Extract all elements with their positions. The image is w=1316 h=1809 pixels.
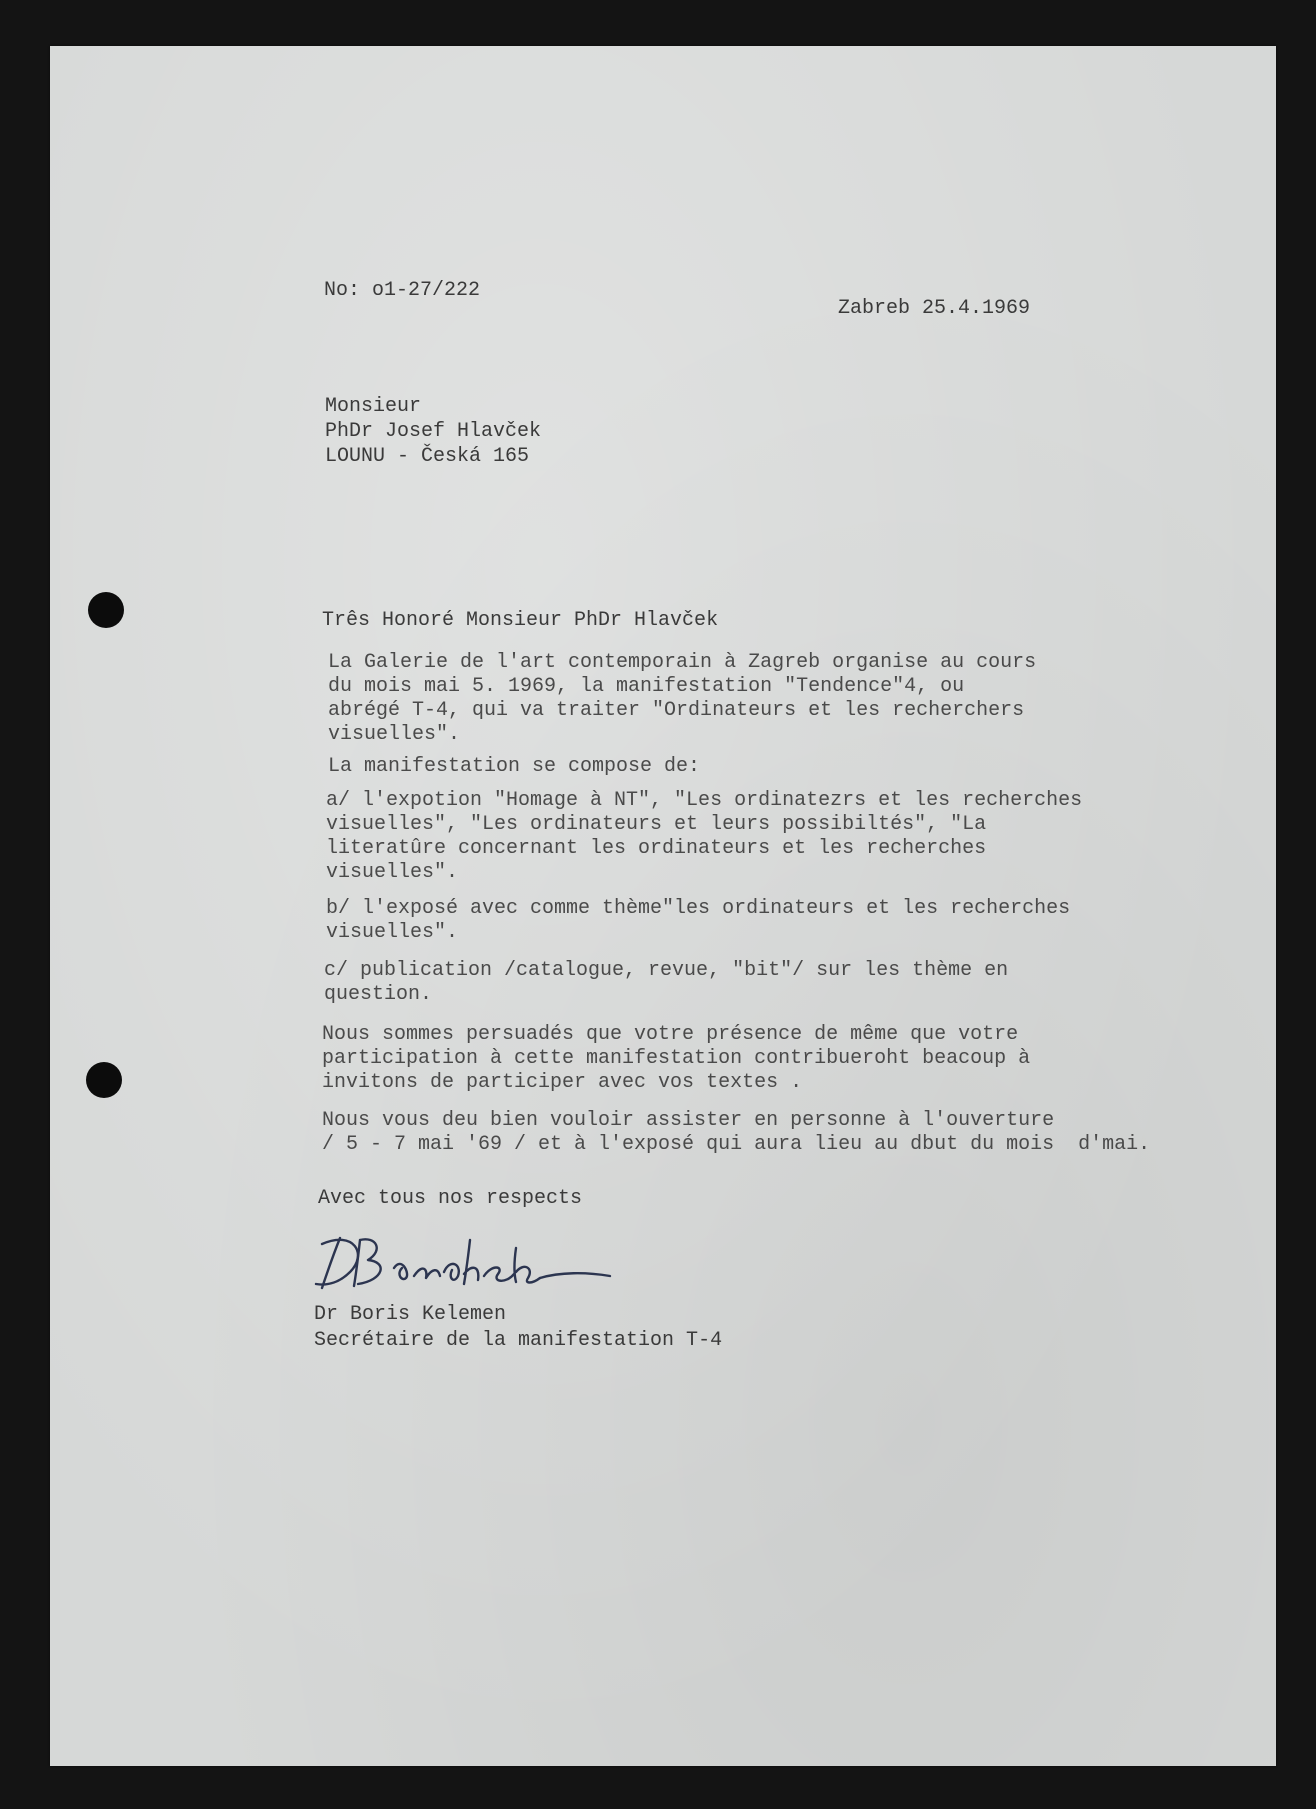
paragraph-line: du mois mai 5. 1969, la manifestation "Tendence"4, ou	[328, 675, 965, 698]
paragraph-line: a/ l'expotion "Homage à NT", "Les ordinatezrs et les recherches	[326, 789, 1083, 812]
paragraph-line: abrégé T-4, qui va traiter "Ordinateurs et les recherchers	[328, 699, 1025, 722]
signer-name: Dr Boris Kelemen	[314, 1303, 507, 1326]
paragraph-line: question.	[324, 983, 433, 1006]
signer-title: Secrétaire de la manifestation T-4	[314, 1329, 723, 1352]
paragraph-composition: La manifestation se compose de:	[328, 755, 701, 778]
handwritten-signature	[310, 1228, 650, 1298]
paragraph-line: literatûre concernant les ordinateurs et les recherches	[326, 837, 987, 860]
paragraph-line: Nous sommes persuadés que votre présence de même que votre	[322, 1023, 1019, 1046]
paragraph-line: invitons de participer avec vos textes .	[322, 1071, 803, 1094]
paragraph-line: visuelles".	[326, 861, 459, 884]
address-line: Monsieur	[325, 395, 422, 418]
paragraph-line: La Galerie de l'art contemporain à Zagreb organise au cours	[328, 651, 1037, 674]
punch-hole-bottom	[86, 1062, 122, 1098]
letter-sheet	[50, 46, 1276, 1766]
paragraph-line: visuelles".	[328, 723, 461, 746]
paragraph-line: Nous vous deu bien vouloir assister en personne à l'ouverture	[322, 1109, 1055, 1132]
reference-number: No: o1-27/222	[324, 279, 481, 302]
paragraph-line: / 5 - 7 mai '69 / et à l'exposé qui aura lieu au dbut du mois d'mai.	[322, 1133, 1151, 1156]
closing-line: Avec tous nos respects	[318, 1187, 583, 1210]
paragraph-line: visuelles".	[326, 921, 459, 944]
salutation: Três Honoré Monsieur PhDr Hlavček	[322, 609, 719, 632]
address-line: PhDr Josef Hlavček	[325, 420, 542, 443]
punch-hole-top	[88, 592, 124, 628]
paragraph-line: participation à cette manifestation contribueroht beacoup à	[322, 1047, 1031, 1070]
letter-date: Zabreb 25.4.1969	[838, 297, 1031, 320]
paragraph-line: c/ publication /catalogue, revue, "bit"/ sur les thème en	[324, 959, 1009, 982]
paragraph-line: visuelles", "Les ordinateurs et leurs possibiltés", "La	[326, 813, 987, 836]
address-line: LOUNU - Česká 165	[325, 445, 530, 468]
paragraph-line: b/ l'exposé avec comme thème"les ordinateurs et les recherches	[326, 897, 1071, 920]
